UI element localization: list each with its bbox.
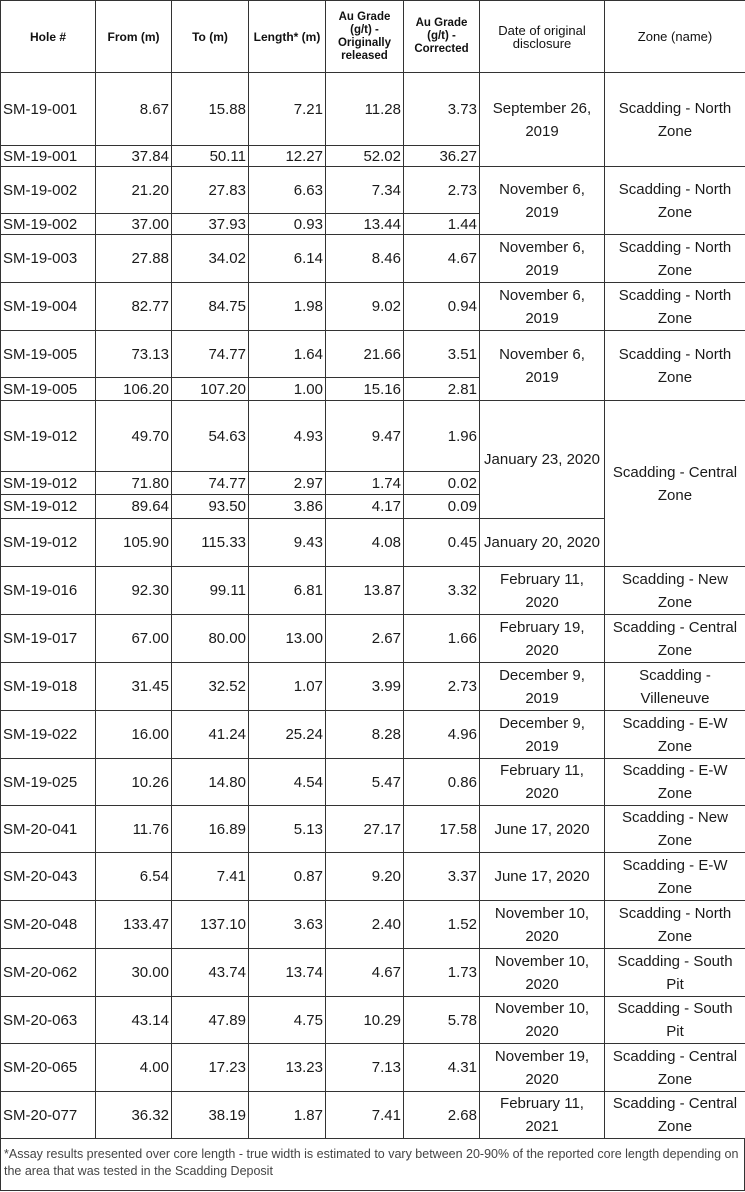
header-au-corrected: Au Grade (g/t) - Corrected	[404, 1, 480, 73]
cell-au-original: 13.87	[326, 567, 404, 615]
cell-au-corrected: 2.81	[404, 378, 480, 401]
cell-zone: Scadding - E-W Zone	[605, 759, 745, 806]
cell-date: September 26, 2019	[480, 73, 605, 167]
cell-au-corrected: 1.52	[404, 901, 480, 949]
cell-date: November 10, 2020	[480, 949, 605, 997]
cell-au-original: 21.66	[326, 331, 404, 378]
cell-zone: Scadding - Central Zone	[605, 401, 745, 567]
cell-to: 17.23	[172, 1044, 249, 1092]
table-row	[1, 901, 745, 949]
cell-to: 34.02	[172, 235, 249, 283]
cell-length: 0.87	[249, 853, 326, 901]
cell-from: 71.80	[96, 472, 172, 495]
cell-from: 6.54	[96, 853, 172, 901]
cell-from: 4.00	[96, 1044, 172, 1092]
cell-to: 80.00	[172, 615, 249, 663]
cell-from: 27.88	[96, 235, 172, 283]
cell-zone: Scadding - New Zone	[605, 806, 745, 853]
cell-to: 74.77	[172, 331, 249, 378]
cell-date: November 6, 2019	[480, 167, 605, 235]
cell-length: 3.63	[249, 901, 326, 949]
header-date: Date of original disclosure	[480, 1, 605, 73]
cell-from: 82.77	[96, 283, 172, 331]
header-row	[1, 1, 745, 73]
cell-from: 31.45	[96, 663, 172, 711]
cell-hole: SM-20-065	[1, 1044, 96, 1092]
cell-au-corrected: 4.67	[404, 235, 480, 283]
cell-au-corrected: 0.45	[404, 519, 480, 567]
cell-au-original: 7.41	[326, 1092, 404, 1139]
cell-au-original: 11.28	[326, 73, 404, 146]
cell-hole: SM-19-017	[1, 615, 96, 663]
cell-zone: Scadding - North Zone	[605, 283, 745, 331]
cell-length: 9.43	[249, 519, 326, 567]
cell-length: 0.93	[249, 214, 326, 235]
cell-to: 14.80	[172, 759, 249, 806]
cell-au-corrected: 2.68	[404, 1092, 480, 1139]
cell-length: 3.86	[249, 495, 326, 519]
cell-hole: SM-20-062	[1, 949, 96, 997]
cell-date: February 11, 2021	[480, 1092, 605, 1139]
cell-au-original: 8.28	[326, 711, 404, 759]
cell-to: 27.83	[172, 167, 249, 214]
cell-from: 89.64	[96, 495, 172, 519]
cell-date: November 19, 2020	[480, 1044, 605, 1092]
table-row	[1, 283, 745, 331]
cell-to: 15.88	[172, 73, 249, 146]
header-au-original: Au Grade (g/t) - Originally released	[326, 1, 404, 73]
cell-from: 133.47	[96, 901, 172, 949]
cell-date: November 10, 2020	[480, 901, 605, 949]
cell-zone: Scadding - Villeneuve	[605, 663, 745, 711]
cell-length: 6.81	[249, 567, 326, 615]
cell-au-original: 4.08	[326, 519, 404, 567]
cell-date: November 6, 2019	[480, 283, 605, 331]
cell-au-original: 4.67	[326, 949, 404, 997]
cell-hole: SM-19-022	[1, 711, 96, 759]
table-row	[1, 997, 745, 1044]
cell-length: 4.75	[249, 997, 326, 1044]
cell-length: 1.64	[249, 331, 326, 378]
table-row	[1, 235, 745, 283]
cell-hole: SM-20-041	[1, 806, 96, 853]
footnote: *Assay results presented over core length - true width is estimated to vary between 20-90% of the reported core length depending on the area that was tested in the Scadding Deposit	[0, 1138, 745, 1191]
cell-au-original: 7.34	[326, 167, 404, 214]
cell-to: 99.11	[172, 567, 249, 615]
table-row	[1, 167, 745, 214]
cell-au-original: 10.29	[326, 997, 404, 1044]
cell-from: 106.20	[96, 378, 172, 401]
header-from: From (m)	[96, 1, 172, 73]
cell-date: November 6, 2019	[480, 331, 605, 401]
table-row	[1, 853, 745, 901]
cell-au-original: 9.47	[326, 401, 404, 472]
cell-hole: SM-19-012	[1, 495, 96, 519]
cell-length: 1.07	[249, 663, 326, 711]
cell-length: 12.27	[249, 146, 326, 167]
header-hole: Hole #	[1, 1, 96, 73]
cell-from: 43.14	[96, 997, 172, 1044]
cell-to: 93.50	[172, 495, 249, 519]
cell-au-original: 15.16	[326, 378, 404, 401]
cell-au-corrected: 1.96	[404, 401, 480, 472]
cell-date: January 23, 2020	[480, 401, 605, 519]
cell-to: 50.11	[172, 146, 249, 167]
cell-hole: SM-19-002	[1, 214, 96, 235]
cell-hole: SM-19-002	[1, 167, 96, 214]
cell-au-corrected: 36.27	[404, 146, 480, 167]
cell-to: 7.41	[172, 853, 249, 901]
cell-hole: SM-19-005	[1, 378, 96, 401]
cell-au-corrected: 0.86	[404, 759, 480, 806]
table-row	[1, 73, 745, 146]
cell-au-corrected: 1.73	[404, 949, 480, 997]
cell-length: 13.74	[249, 949, 326, 997]
table-row	[1, 806, 745, 853]
cell-zone: Scadding - North Zone	[605, 73, 745, 167]
cell-length: 6.63	[249, 167, 326, 214]
cell-from: 67.00	[96, 615, 172, 663]
table-row	[1, 949, 745, 997]
cell-to: 16.89	[172, 806, 249, 853]
cell-from: 8.67	[96, 73, 172, 146]
cell-hole: SM-19-012	[1, 472, 96, 495]
cell-zone: Scadding - Central Zone	[605, 1044, 745, 1092]
cell-au-corrected: 3.51	[404, 331, 480, 378]
cell-to: 137.10	[172, 901, 249, 949]
cell-to: 115.33	[172, 519, 249, 567]
cell-from: 49.70	[96, 401, 172, 472]
table-row	[1, 567, 745, 615]
cell-zone: Scadding - Central Zone	[605, 615, 745, 663]
cell-au-corrected: 5.78	[404, 997, 480, 1044]
cell-hole: SM-20-048	[1, 901, 96, 949]
cell-to: 47.89	[172, 997, 249, 1044]
cell-zone: Scadding - Central Zone	[605, 1092, 745, 1139]
cell-au-corrected: 0.09	[404, 495, 480, 519]
cell-date: February 11, 2020	[480, 759, 605, 806]
cell-from: 92.30	[96, 567, 172, 615]
cell-zone: Scadding - E-W Zone	[605, 853, 745, 901]
table-row	[1, 615, 745, 663]
cell-zone: Scadding - North Zone	[605, 331, 745, 401]
cell-au-corrected: 17.58	[404, 806, 480, 853]
cell-zone: Scadding - South Pit	[605, 997, 745, 1044]
cell-zone: Scadding - E-W Zone	[605, 711, 745, 759]
cell-au-original: 4.17	[326, 495, 404, 519]
cell-date: February 19, 2020	[480, 615, 605, 663]
cell-au-original: 1.74	[326, 472, 404, 495]
cell-hole: SM-19-012	[1, 519, 96, 567]
cell-hole: SM-20-063	[1, 997, 96, 1044]
cell-au-original: 9.02	[326, 283, 404, 331]
cell-to: 32.52	[172, 663, 249, 711]
table-row	[1, 1044, 745, 1092]
cell-to: 74.77	[172, 472, 249, 495]
cell-hole: SM-19-012	[1, 401, 96, 472]
cell-au-corrected: 3.37	[404, 853, 480, 901]
cell-au-corrected: 0.94	[404, 283, 480, 331]
table-row	[1, 401, 745, 472]
cell-length: 7.21	[249, 73, 326, 146]
cell-to: 54.63	[172, 401, 249, 472]
cell-from: 37.00	[96, 214, 172, 235]
cell-au-original: 9.20	[326, 853, 404, 901]
cell-from: 30.00	[96, 949, 172, 997]
cell-hole: SM-19-016	[1, 567, 96, 615]
cell-from: 73.13	[96, 331, 172, 378]
cell-from: 11.76	[96, 806, 172, 853]
cell-date: June 17, 2020	[480, 853, 605, 901]
cell-au-original: 7.13	[326, 1044, 404, 1092]
table-row	[1, 759, 745, 806]
cell-hole: SM-20-043	[1, 853, 96, 901]
cell-from: 37.84	[96, 146, 172, 167]
cell-au-corrected: 3.73	[404, 73, 480, 146]
cell-length: 1.87	[249, 1092, 326, 1139]
header-zone: Zone (name)	[605, 1, 745, 73]
cell-au-original: 27.17	[326, 806, 404, 853]
cell-au-corrected: 4.31	[404, 1044, 480, 1092]
cell-zone: Scadding - South Pit	[605, 949, 745, 997]
cell-au-original: 2.67	[326, 615, 404, 663]
cell-length: 13.00	[249, 615, 326, 663]
cell-date: June 17, 2020	[480, 806, 605, 853]
table-row	[1, 331, 745, 378]
cell-au-original: 8.46	[326, 235, 404, 283]
cell-length: 5.13	[249, 806, 326, 853]
cell-to: 84.75	[172, 283, 249, 331]
cell-date: December 9, 2019	[480, 711, 605, 759]
cell-from: 105.90	[96, 519, 172, 567]
header-length: Length* (m)	[249, 1, 326, 73]
cell-from: 16.00	[96, 711, 172, 759]
header-to: To (m)	[172, 1, 249, 73]
cell-length: 1.98	[249, 283, 326, 331]
cell-to: 38.19	[172, 1092, 249, 1139]
cell-length: 25.24	[249, 711, 326, 759]
cell-hole: SM-20-077	[1, 1092, 96, 1139]
table-row	[1, 1092, 745, 1139]
cell-au-corrected: 4.96	[404, 711, 480, 759]
cell-length: 4.93	[249, 401, 326, 472]
cell-au-corrected: 1.44	[404, 214, 480, 235]
cell-from: 21.20	[96, 167, 172, 214]
cell-date: February 11, 2020	[480, 567, 605, 615]
cell-au-original: 13.44	[326, 214, 404, 235]
cell-hole: SM-19-018	[1, 663, 96, 711]
cell-length: 6.14	[249, 235, 326, 283]
cell-au-corrected: 2.73	[404, 167, 480, 214]
cell-zone: Scadding - North Zone	[605, 167, 745, 235]
cell-zone: Scadding - North Zone	[605, 901, 745, 949]
table-row	[1, 711, 745, 759]
cell-to: 37.93	[172, 214, 249, 235]
cell-from: 10.26	[96, 759, 172, 806]
cell-au-corrected: 1.66	[404, 615, 480, 663]
cell-au-corrected: 0.02	[404, 472, 480, 495]
cell-length: 2.97	[249, 472, 326, 495]
cell-to: 43.74	[172, 949, 249, 997]
table-row	[1, 663, 745, 711]
cell-length: 1.00	[249, 378, 326, 401]
cell-date: January 20, 2020	[480, 519, 605, 567]
cell-au-original: 3.99	[326, 663, 404, 711]
cell-au-corrected: 3.32	[404, 567, 480, 615]
cell-date: November 10, 2020	[480, 997, 605, 1044]
cell-to: 107.20	[172, 378, 249, 401]
cell-date: December 9, 2019	[480, 663, 605, 711]
cell-length: 13.23	[249, 1044, 326, 1092]
cell-hole: SM-19-005	[1, 331, 96, 378]
cell-au-corrected: 2.73	[404, 663, 480, 711]
cell-hole: SM-19-003	[1, 235, 96, 283]
cell-au-original: 52.02	[326, 146, 404, 167]
cell-hole: SM-19-004	[1, 283, 96, 331]
cell-from: 36.32	[96, 1092, 172, 1139]
cell-length: 4.54	[249, 759, 326, 806]
cell-zone: Scadding - North Zone	[605, 235, 745, 283]
cell-au-original: 2.40	[326, 901, 404, 949]
cell-date: November 6, 2019	[480, 235, 605, 283]
cell-zone: Scadding - New Zone	[605, 567, 745, 615]
cell-au-original: 5.47	[326, 759, 404, 806]
cell-hole: SM-19-025	[1, 759, 96, 806]
cell-to: 41.24	[172, 711, 249, 759]
cell-hole: SM-19-001	[1, 73, 96, 146]
cell-hole: SM-19-001	[1, 146, 96, 167]
